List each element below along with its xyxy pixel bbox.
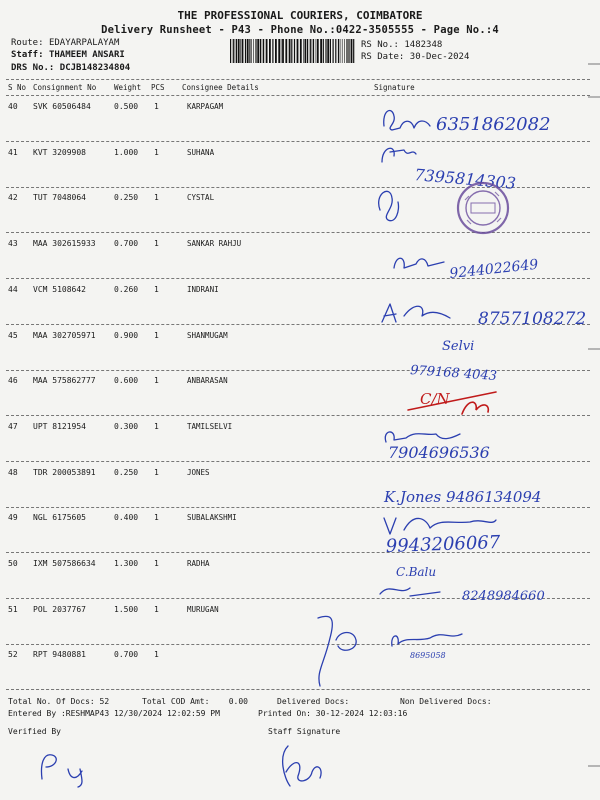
barcode-bar: [233, 39, 234, 63]
drs-label: DRS No.:: [11, 63, 55, 73]
row-weight: 0.700: [114, 650, 139, 659]
barcode-bar: [236, 39, 237, 63]
barcode-bar: [251, 39, 252, 63]
row-pcs: 1: [154, 148, 159, 157]
row-consignee: KARPAGAM: [187, 102, 224, 111]
rs-no-label: RS No.:: [361, 40, 399, 50]
row-sno: 44: [8, 285, 18, 294]
route-line: [11, 38, 119, 48]
col-details: Consignee Details: [182, 83, 259, 92]
staff-label: Staff:: [11, 50, 44, 60]
row-consignment: TDR 200053891: [33, 468, 96, 477]
row-weight: 1.300: [114, 559, 139, 568]
row-consignee: MURUGAN: [187, 605, 219, 614]
barcode-bar: [269, 39, 271, 63]
footer-rule: [6, 689, 590, 690]
row-consignee: CYSTAL: [187, 193, 215, 202]
handwritten-phone-45: 979168 4043: [409, 363, 498, 385]
col-signature: Signature: [374, 83, 415, 92]
signature-50-scribble: [380, 588, 440, 596]
row-consignee: SANKAR RAHJU: [187, 239, 242, 248]
row-weight: 0.600: [114, 376, 139, 385]
col-weight: Weight: [114, 83, 142, 92]
row-consignee: TAMILSELVI: [187, 422, 233, 431]
barcode-bar: [263, 39, 264, 63]
row-sno: 40: [8, 102, 18, 111]
edge-mark: [588, 348, 600, 350]
header-rule-top: [6, 79, 590, 80]
route-value: EDAYARPALAYAM: [48, 38, 120, 48]
barcode-bar: [242, 39, 244, 63]
barcode-bar: [312, 39, 313, 63]
barcode-bar: [235, 39, 236, 63]
handwritten-48: K.Jones 9486134094: [384, 488, 542, 506]
row-weight: 1.500: [114, 605, 139, 614]
barcode-bar: [327, 39, 329, 63]
barcode-bar: [317, 39, 319, 63]
barcode-bar: [344, 39, 345, 63]
barcode-bar: [230, 39, 231, 63]
row-consignment: SVK 60506484: [33, 102, 91, 111]
handwritten-name-50: C.Balu: [396, 565, 437, 579]
row-weight: 0.300: [114, 422, 139, 431]
delivered-docs-label: Delivered Docs:: [277, 697, 350, 706]
barcode-bar: [335, 39, 336, 63]
header-rule-bottom: [6, 95, 590, 96]
total-docs-label: Total No. Of Docs:: [8, 697, 95, 706]
barcode-bar: [346, 39, 347, 63]
total-cod: [142, 697, 248, 706]
row-consignee: ANBARASAN: [187, 376, 228, 385]
row-weight: 0.900: [114, 331, 139, 340]
delivered-stamp: [455, 180, 511, 236]
handwritten-cn-46: C/N: [420, 390, 450, 408]
drs-line: [11, 63, 130, 73]
row-pcs: 1: [154, 193, 159, 202]
barcode-bar: [351, 39, 353, 63]
handwritten-phone-40: 6351862082: [436, 114, 551, 135]
row-pcs: 1: [154, 376, 159, 385]
rs-date-line: [361, 52, 469, 62]
total-cod-value: 0.00: [228, 697, 248, 706]
barcode-bar: [257, 39, 259, 63]
edge-mark: [588, 63, 600, 65]
barcode-bar: [349, 39, 350, 63]
rs-date-label: RS Date:: [361, 52, 405, 62]
barcode-bar: [300, 39, 302, 63]
row-pcs: 1: [154, 513, 159, 522]
verified-by-label: Verified By: [8, 727, 61, 736]
barcode-bar: [238, 39, 240, 63]
row-sno: 51: [8, 605, 18, 614]
row-pcs: 1: [154, 468, 159, 477]
row-weight: 0.500: [114, 102, 139, 111]
row-sno: 46: [8, 376, 18, 385]
row-pcs: 1: [154, 285, 159, 294]
row-sno: 48: [8, 468, 18, 477]
barcode-bar: [353, 39, 354, 63]
barcode-bar: [316, 39, 317, 63]
row-sno: 49: [8, 513, 18, 522]
signature-47-scribble: [385, 432, 460, 442]
barcode-bar: [266, 39, 268, 63]
barcode-bar: [285, 39, 287, 63]
signature-40-scribble: [384, 111, 430, 130]
col-consignment: Consignment No: [33, 83, 97, 92]
row-consignee: JONES: [187, 468, 210, 477]
row-weight: 0.260: [114, 285, 139, 294]
barcode-bar: [278, 39, 280, 63]
staff-signature: [270, 738, 340, 793]
barcode-bar: [281, 39, 282, 63]
barcode-bar: [305, 39, 307, 63]
edge-mark: [588, 96, 600, 98]
signature-51-scribble: [318, 616, 356, 686]
barcode-bar: [320, 39, 322, 63]
barcode-bar: [297, 39, 299, 63]
barcode-bar: [333, 39, 334, 63]
row-sno: 42: [8, 193, 18, 202]
printed-on: Printed On: 30-12-2024 12:03:16: [258, 709, 408, 718]
barcode-bar: [310, 39, 311, 63]
handwritten-phone-47: 7904696536: [388, 443, 490, 462]
row-pcs: 1: [154, 605, 159, 614]
barcode-bar: [342, 39, 343, 63]
row-consignment: KVT 3209908: [33, 148, 86, 157]
staff-line: [11, 50, 125, 60]
barcode-bar: [347, 39, 348, 63]
col-sno: S No: [8, 83, 27, 92]
row-consignment: MAA 302615933: [33, 239, 96, 248]
row-consignment: VCM 5108642: [33, 285, 86, 294]
barcode-bar: [313, 39, 314, 63]
row-sno: 50: [8, 559, 18, 568]
row-sno: 47: [8, 422, 18, 431]
barcode-bar: [247, 39, 249, 63]
barcode-bar: [240, 39, 241, 63]
handwritten-phone-49: 9943206067: [385, 532, 501, 557]
runsheet-line: Delivery Runsheet - P43 - Phone No.:0422-3505555 - Page No.:4: [101, 24, 499, 36]
rs-date-value: 30-Dec-2024: [409, 52, 470, 62]
barcode-bar: [289, 39, 291, 63]
handwritten-name-45: Selvi: [442, 339, 475, 354]
row-consignment: NGL 6175605: [33, 513, 86, 522]
verified-signature: [30, 745, 110, 790]
barcode-bar: [323, 39, 324, 63]
row-weight: 0.250: [114, 468, 139, 477]
row-consignment: IXM 507586634: [33, 559, 96, 568]
staff-signature-label: Staff Signature: [268, 727, 341, 736]
row-consignment: RPT 9480881: [33, 650, 86, 659]
row-consignee: SHANMUGAM: [187, 331, 228, 340]
row-pcs: 1: [154, 650, 159, 659]
barcode-bar: [338, 39, 339, 63]
row-consignment: POL 2037767: [33, 605, 86, 614]
row-sno: 41: [8, 148, 18, 157]
barcode-bar: [245, 39, 246, 63]
barcode-bar: [307, 39, 308, 63]
barcode-bar: [294, 39, 295, 63]
barcode-bar: [253, 39, 254, 63]
row-weight: 0.400: [114, 513, 139, 522]
total-cod-label: Total COD Amt:: [142, 697, 210, 706]
barcode-bar: [325, 39, 326, 63]
barcode-bar: [260, 39, 261, 63]
rs-no-line: [361, 40, 442, 50]
row-sno: 52: [8, 650, 18, 659]
barcode-bar: [291, 39, 292, 63]
row-pcs: 1: [154, 102, 159, 111]
handwritten-phone-44: 8757108272: [478, 309, 587, 329]
row-pcs: 1: [154, 331, 159, 340]
row-consignment: MAA 575862777: [33, 376, 96, 385]
handwritten-phone-50: 8248984660: [462, 589, 545, 604]
company-title: THE PROFESSIONAL COURIERS, COIMBATORE: [177, 9, 423, 22]
signature-44-scribble: [382, 304, 450, 322]
row-pcs: 1: [154, 239, 159, 248]
red-scribble-46: [462, 402, 488, 414]
barcode-bar: [249, 39, 250, 63]
row-consignment: UPT 8121954: [33, 422, 86, 431]
row-weight: 0.250: [114, 193, 139, 202]
barcode: [230, 39, 355, 63]
total-docs: [8, 697, 109, 706]
signature-49-scribble: [384, 518, 496, 534]
barcode-bar: [272, 39, 273, 63]
barcode-bar: [255, 39, 256, 63]
signature-52-scribble: [392, 634, 462, 646]
row-consignment: MAA 302705971: [33, 331, 96, 340]
handwritten-phone-43: 9244022649: [448, 256, 540, 282]
row-weight: 1.000: [114, 148, 139, 157]
barcode-bar: [340, 39, 341, 63]
row-consignee: SUBALAKSHMI: [187, 513, 237, 522]
handwritten-phone-41: 7395814303: [413, 165, 517, 193]
rs-no-value: 1482348: [404, 40, 443, 50]
drs-value: DCJB148234804: [59, 63, 131, 73]
barcode-bar: [275, 39, 277, 63]
barcode-bar: [282, 39, 284, 63]
total-docs-value: 52: [99, 697, 110, 706]
entered-by: Entered By :RESHMAP43 12/30/2024 12:02:59 PM: [8, 709, 220, 718]
row-consignee: RADHA: [187, 559, 210, 568]
edge-mark: [588, 765, 600, 767]
row-consignee: INDRANI: [187, 285, 219, 294]
barcode-bar: [303, 39, 304, 63]
row-pcs: 1: [154, 422, 159, 431]
barcode-bar: [262, 39, 263, 63]
row-pcs: 1: [154, 559, 159, 568]
row-weight: 0.700: [114, 239, 139, 248]
row-sno: 45: [8, 331, 18, 340]
signature-42-scribble: [379, 191, 399, 220]
barcode-bar: [330, 39, 331, 63]
col-pcs: PCS: [151, 83, 165, 92]
row-sno: 43: [8, 239, 18, 248]
signature-43-scribble: [394, 258, 444, 268]
handwritten-phone-52: 8695058: [410, 651, 446, 660]
row-consignee: SUHANA: [187, 148, 215, 157]
signature-41-scribble: [382, 148, 416, 162]
row-consignment: TUT 7048064: [33, 193, 86, 202]
staff-value: THAMEEM ANSARI: [48, 50, 125, 60]
route-label: Route:: [11, 38, 44, 48]
non-delivered-docs-label: Non Delivered Docs:: [400, 697, 492, 706]
